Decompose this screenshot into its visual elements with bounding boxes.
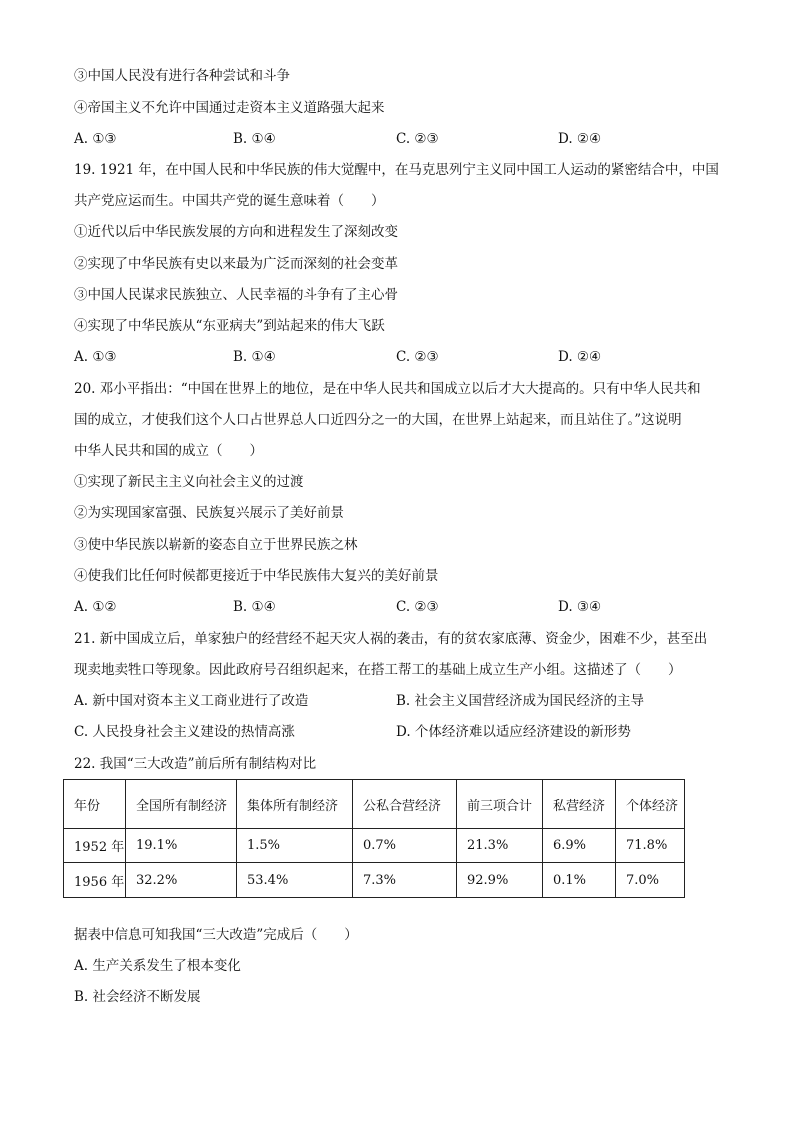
q20-stem-line-2: 国的成立，才使我们这个人口占世界总人口近四分之一的大国，在世界上站起来，而且站住了。”这说明 xyxy=(74,412,682,428)
q20-option-b[interactable]: B. ①④ xyxy=(233,599,276,615)
table-cell: 0.7% xyxy=(353,829,457,863)
table-cell: 19.1% xyxy=(126,829,237,863)
q21-stem-line-1: 21. 新中国成立后，单家独户的经营经不起天灾人祸的袭击，有的贫农家底薄、资金少，困难不少，甚至出 xyxy=(74,631,708,647)
q20-option-c[interactable]: C. ②③ xyxy=(396,599,439,615)
ownership-structure-table xyxy=(63,779,685,898)
q20-item-4: ④使我们比任何时候都更接近于中华民族伟大复兴的美好前景 xyxy=(74,568,439,584)
q20-option-a[interactable]: A. ①② xyxy=(74,599,117,615)
table-header-cell: 私营经济 xyxy=(543,780,616,829)
q20-item-3: ③使中华民族以崭新的姿态自立于世界民族之林 xyxy=(74,537,358,553)
q19-item-3: ③中国人民谋求民族独立、人民幸福的斗争有了主心骨 xyxy=(74,287,398,303)
q19-stem-line-1: 19. 1921 年，在中国人民和中华民族的伟大觉醒中，在马克思列宁主义同中国工人运动的紧密结合中，中国 xyxy=(74,162,719,178)
table-cell: 53.4% xyxy=(237,863,353,898)
table-cell: 1.5% xyxy=(237,829,353,863)
table-row xyxy=(64,829,685,863)
q19-option-b[interactable]: B. ①④ xyxy=(233,349,276,365)
previous-question-item-3: ③中国人民没有进行各种尝试和斗争 xyxy=(74,68,290,84)
q19-stem-line-2: 共产党应运而生。中国共产党的诞生意味着（ ） xyxy=(74,193,385,209)
table-header-row xyxy=(64,780,685,829)
table-cell: 1952 年 xyxy=(64,829,126,863)
q22-option-a[interactable]: A. 生产关系发生了根本变化 xyxy=(74,958,241,974)
table-header-cell: 集体所有制经济 xyxy=(237,780,353,829)
q18-option-d[interactable]: D. ②④ xyxy=(558,131,602,147)
q18-option-b[interactable]: B. ①④ xyxy=(233,131,276,147)
q20-item-2: ②为实现国家富强、民族复兴展示了美好前景 xyxy=(74,505,344,521)
table-cell: 1956 年 xyxy=(64,863,126,898)
q20-option-d[interactable]: D. ③④ xyxy=(558,599,602,615)
q18-option-a[interactable]: A. ①③ xyxy=(74,131,117,147)
q21-option-d[interactable]: D. 个体经济难以适应经济建设的新形势 xyxy=(396,724,631,740)
q22-stem: 22. 我国“三大改造”前后所有制结构对比 xyxy=(74,756,317,772)
q21-option-b[interactable]: B. 社会主义国营经济成为国民经济的主导 xyxy=(396,693,645,709)
table-header-cell: 前三项合计 xyxy=(457,780,543,829)
q22-option-b[interactable]: B. 社会经济不断发展 xyxy=(74,989,201,1005)
table-header-cell: 年份 xyxy=(64,780,126,829)
table-cell: 32.2% xyxy=(126,863,237,898)
table-cell: 6.9% xyxy=(543,829,616,863)
q22-question: 据表中信息可知我国“三大改造”完成后（ ） xyxy=(74,927,358,943)
table-header-cell: 个体经济 xyxy=(616,780,685,829)
q19-item-2: ②实现了中华民族有史以来最为广泛而深刻的社会变革 xyxy=(74,256,398,272)
q19-option-c[interactable]: C. ②③ xyxy=(396,349,439,365)
table-cell: 7.0% xyxy=(616,863,685,898)
table-row xyxy=(64,863,685,898)
table-header-cell: 公私合营经济 xyxy=(353,780,457,829)
q19-item-4: ④实现了中华民族从“东亚病夫”到站起来的伟大飞跃 xyxy=(74,318,385,334)
table-cell: 21.3% xyxy=(457,829,543,863)
q21-option-a[interactable]: A. 新中国对资本主义工商业进行了改造 xyxy=(74,693,309,709)
q19-option-d[interactable]: D. ②④ xyxy=(558,349,602,365)
table-cell: 92.9% xyxy=(457,863,543,898)
table-cell: 71.8% xyxy=(616,829,685,863)
table-cell: 7.3% xyxy=(353,863,457,898)
q20-stem-line-3: 中华人民共和国的成立（ ） xyxy=(74,443,263,459)
q19-item-1: ①近代以后中华民族发展的方向和进程发生了深刻改变 xyxy=(74,224,398,240)
table-header-cell: 全国所有制经济 xyxy=(126,780,237,829)
q19-option-a[interactable]: A. ①③ xyxy=(74,349,117,365)
q21-stem-line-2: 现卖地卖牲口等现象。因此政府号召组织起来，在搭工帮工的基础上成立生产小组。这描述了（ ） xyxy=(74,662,682,678)
previous-question-item-4: ④帝国主义不允许中国通过走资本主义道路强大起来 xyxy=(74,100,385,116)
q21-option-c[interactable]: C. 人民投身社会主义建设的热情高涨 xyxy=(74,724,295,740)
table-cell: 0.1% xyxy=(543,863,616,898)
q20-item-1: ①实现了新民主主义向社会主义的过渡 xyxy=(74,474,304,490)
q18-option-c[interactable]: C. ②③ xyxy=(396,131,439,147)
q20-stem-line-1: 20. 邓小平指出：“中国在世界上的地位，是在中华人民共和国成立以后才大大提高的。只有中华人民共和 xyxy=(74,381,701,397)
